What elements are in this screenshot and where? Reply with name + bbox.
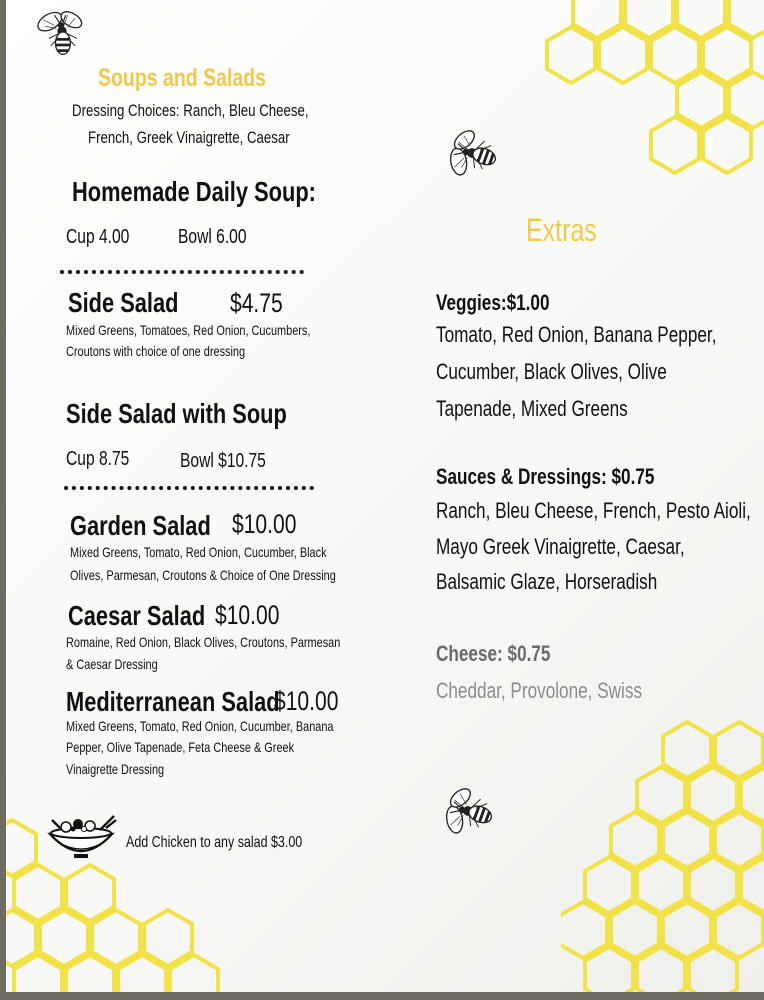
item-desc-garden-salad: Mixed Greens, Tomato, Red Onion, Cucumber, Black — [70, 544, 327, 560]
soup-bowl-price: Bowl 6.00 — [178, 226, 247, 248]
extras-veggies-line: Cucumber, Black Olives, Olive — [436, 359, 667, 384]
item-title-soup: Homemade Daily Soup: — [72, 176, 316, 207]
dotted-divider — [64, 486, 314, 490]
item-desc-side-salad: Croutons with choice of one dressing — [66, 343, 246, 359]
extras-cheese-title: Cheese: $0.75 — [436, 641, 551, 666]
item-desc-mediterranean-salad: Pepper, Olive Tapenade, Feta Cheese & Greek — [66, 739, 295, 755]
item-desc-caesar-salad: & Caesar Dressing — [66, 656, 158, 672]
bee-icon — [34, 2, 90, 60]
item-title-mediterranean-salad: Mediterranean Salad — [66, 686, 280, 717]
salad-bowl-icon — [44, 812, 118, 862]
item-title-caesar-salad: Caesar Salad — [68, 600, 206, 631]
side-salad-soup-cup-price: Cup 8.75 — [66, 448, 130, 470]
menu-page — [6, 0, 764, 992]
item-desc-caesar-salad: Romaine, Red Onion, Black Olives, Croutons, Parmesan — [66, 634, 341, 650]
section-heading-extras: Extras — [526, 212, 597, 248]
bee-icon — [440, 124, 504, 182]
item-title-side-salad: Side Salad — [68, 287, 179, 318]
extras-veggies-line: Tomato, Red Onion, Banana Pepper, — [436, 322, 717, 347]
dressing-choices: French, Greek Vinaigrette, Caesar — [88, 128, 290, 147]
item-desc-mediterranean-salad: Vinaigrette Dressing — [66, 761, 165, 777]
dressing-choices: Dressing Choices: Ranch, Bleu Cheese, — [72, 101, 309, 120]
item-price-caesar-salad: $10.00 — [215, 600, 280, 630]
extras-sauces-title: Sauces & Dressings: $0.75 — [436, 464, 655, 489]
side-salad-soup-bowl-price: Bowl $10.75 — [180, 450, 266, 472]
item-desc-garden-salad: Olives, Parmesan, Croutons & Choice of One Dressing — [70, 567, 336, 583]
extras-veggies-line: Tapenade, Mixed Greens — [436, 396, 628, 421]
honeycomb-pattern — [561, 720, 764, 992]
item-title-garden-salad: Garden Salad — [70, 510, 211, 541]
item-price-mediterranean-salad: $10.00 — [274, 686, 339, 716]
item-price-side-salad: $4.75 — [230, 288, 283, 318]
honeycomb-pattern — [541, 0, 764, 190]
dotted-divider — [60, 270, 304, 274]
extras-sauces-line: Mayo Greek Vinaigrette, Caesar, — [436, 534, 685, 559]
extras-sauces-line: Ranch, Bleu Cheese, French, Pesto Aioli, — [436, 498, 751, 523]
item-price-garden-salad: $10.00 — [232, 509, 297, 539]
bee-icon — [436, 782, 500, 840]
item-desc-side-salad: Mixed Greens, Tomatoes, Red Onion, Cucumbers, — [66, 322, 311, 338]
extras-cheese-line: Cheddar, Provolone, Swiss — [436, 678, 643, 703]
add-chicken-note: Add Chicken to any salad $3.00 — [126, 834, 303, 851]
item-desc-mediterranean-salad: Mixed Greens, Tomato, Red Onion, Cucumber, Banana — [66, 718, 334, 734]
item-title-side-salad-soup: Side Salad with Soup — [66, 398, 287, 429]
extras-sauces-line: Balsamic Glaze, Horseradish — [436, 569, 658, 594]
section-heading-soups-salads: Soups and Salads — [98, 64, 266, 92]
soup-cup-price: Cup 4.00 — [66, 226, 130, 248]
extras-veggies-title: Veggies:$1.00 — [436, 290, 550, 315]
